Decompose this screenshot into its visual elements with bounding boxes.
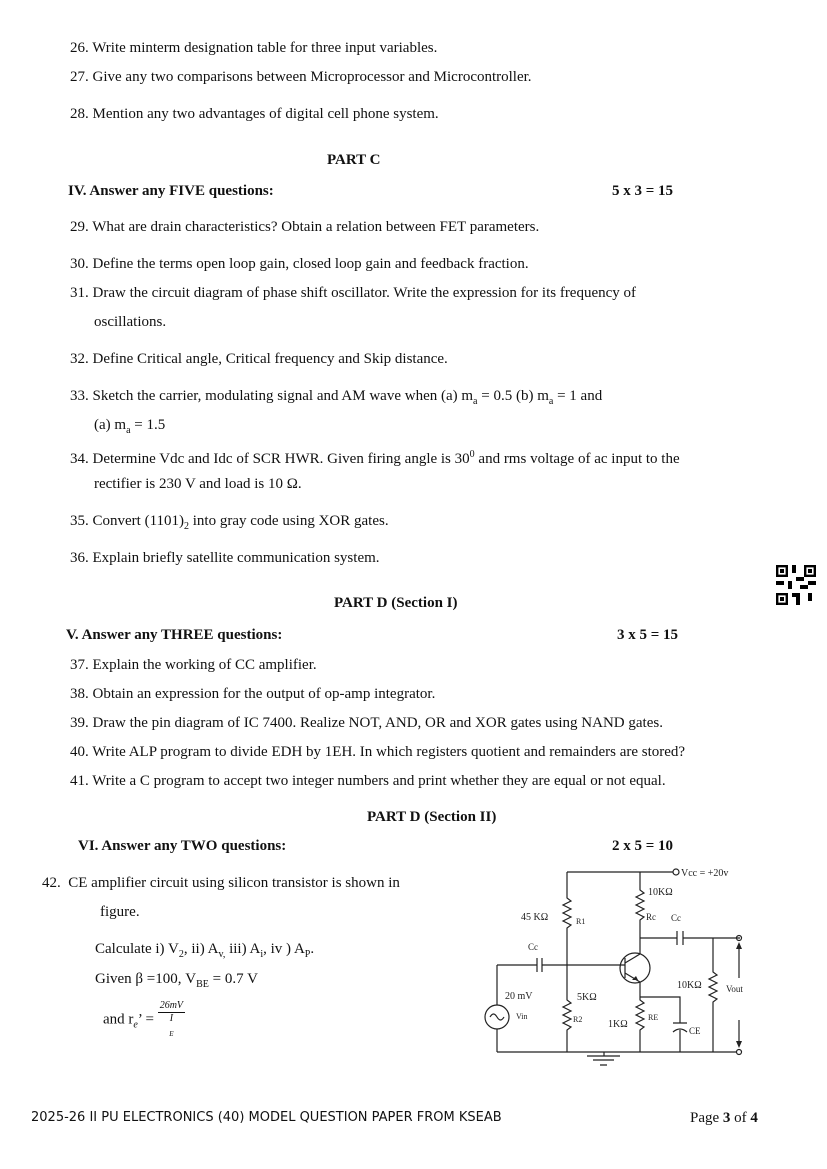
part-d2-marks: 2 x 5 = 10	[612, 838, 674, 854]
rc-value-label: 10KΩ	[648, 887, 673, 898]
question-26	[70, 39, 437, 57]
question-34	[70, 446, 680, 468]
question-40: 40. Write ALP program to divide EDH by 1EH. In which registers quotient and remainders are stored?	[70, 744, 686, 760]
q-num: 28.	[70, 106, 89, 122]
vin-value-label: 20 mV	[505, 991, 533, 1002]
r2-label: R2	[573, 1015, 583, 1024]
q-text: Give any two comparisons between Microprocessor and Microcontroller.	[92, 69, 532, 85]
question-33-cont	[94, 416, 165, 440]
question-42-cont: figure.	[100, 904, 140, 920]
r1-label: R1	[576, 917, 586, 926]
page-number	[690, 1110, 758, 1127]
sub: i	[260, 949, 264, 960]
t: , ii) A	[183, 941, 219, 957]
question-31-cont: oscillations.	[94, 314, 167, 330]
question-30: 30. Define the terms open loop gain, closed loop gain and feedback fraction.	[70, 256, 529, 272]
superscript: 0	[469, 449, 475, 460]
q-num: 27.	[70, 69, 89, 85]
re-label: RE	[648, 1013, 659, 1022]
question-42-given	[95, 970, 258, 994]
t: Given β =100, V	[95, 971, 197, 987]
t: , iv ) A	[263, 941, 305, 957]
part-d1-marks: 3 x 5 = 15	[617, 627, 679, 643]
question-35	[70, 512, 389, 536]
r1-value-label: 45 KΩ	[521, 912, 549, 923]
subscript: a	[548, 396, 554, 407]
t: iii) A	[225, 941, 261, 957]
q-text: (a) m	[94, 417, 127, 433]
part-d2-instruction: VI. Answer any TWO questions:	[78, 838, 287, 854]
subscript: a	[126, 425, 131, 436]
current-page: 3	[722, 1110, 731, 1126]
q-text: 33. Sketch the carrier, modulating signal and AM wave when (a) m	[70, 388, 474, 404]
question-41: 41. Write a C program to accept two integer numbers and print whether they are equal or not equal.	[70, 773, 666, 789]
t: ’ =	[137, 1011, 158, 1028]
total-pages: 4	[750, 1110, 758, 1126]
q-text: = 0.5 (b) m	[477, 388, 549, 404]
sub: E	[169, 1030, 174, 1038]
footer-title: 2025-26 II PU ELECTRONICS (40) MODEL QUESTION PAPER FROM KSEAB	[31, 1110, 502, 1125]
re-resistor	[636, 982, 644, 1052]
load-resistor	[709, 938, 717, 1052]
cc-out-label: Cc	[671, 913, 681, 923]
den: I	[169, 1013, 174, 1024]
question-32: 32. Define Critical angle, Critical frequency and Skip distance.	[70, 351, 448, 367]
part-c-title: PART C	[327, 152, 381, 168]
rc-resistor	[636, 872, 644, 954]
question-31: 31. Draw the circuit diagram of phase shift oscillator. Write the expression for its frequency of	[70, 285, 637, 301]
t: = 0.7 V	[208, 971, 258, 987]
subscript: a	[473, 396, 478, 407]
vout-label: Vout	[726, 984, 743, 994]
t: of	[730, 1110, 751, 1126]
q-text: into gray code using XOR gates.	[189, 513, 389, 529]
t: Page	[690, 1110, 723, 1126]
q-num: 42.	[42, 875, 61, 891]
part-c-marks: 5 x 3 = 15	[612, 183, 674, 199]
t: .	[310, 941, 315, 957]
sub: e	[133, 1019, 138, 1031]
q-text: and rms voltage of ac input to the	[474, 451, 680, 467]
fraction	[158, 1000, 185, 1040]
q-text: 34. Determine Vdc and Idc of SCR HWR. Given firing angle is 30	[70, 451, 470, 467]
question-34-cont: rectifier is 230 V and load is 10 Ω.	[94, 476, 302, 492]
denominator	[158, 1013, 185, 1040]
r2-value-label: 5KΩ	[577, 992, 597, 1003]
q-text: = 1.5	[130, 417, 166, 433]
part-c-instruction: IV. Answer any FIVE questions:	[68, 183, 274, 199]
t: Calculate i) V	[95, 941, 179, 957]
vin-label: Vin	[516, 1012, 528, 1021]
sub: 2	[178, 949, 184, 960]
question-39: 39. Draw the pin diagram of IC 7400. Realize NOT, AND, OR and XOR gates using NAND gates.	[70, 715, 663, 731]
q-text: = 1 and	[553, 388, 603, 404]
rl-value-label: 10KΩ	[677, 980, 702, 991]
sub: P	[304, 949, 311, 960]
question-28	[70, 105, 439, 123]
q-text: CE amplifier circuit using silicon transistor is shown in	[68, 875, 400, 891]
re-value-label: 1KΩ	[608, 1019, 628, 1030]
question-29: 29. What are drain characteristics? Obtain a relation between FET parameters.	[70, 219, 540, 235]
part-d1-title: PART D (Section I)	[334, 595, 458, 611]
question-36: 36. Explain briefly satellite communication system.	[70, 550, 380, 566]
numerator: 26mV	[159, 1000, 184, 1011]
question-42-formula	[103, 1000, 185, 1040]
rc-label: Rc	[646, 912, 656, 922]
question-33	[70, 387, 602, 411]
vcc-label: Vcc = +20v	[681, 868, 729, 879]
question-42-calculate	[95, 940, 314, 964]
question-38: 38. Obtain an expression for the output of op-amp integrator.	[70, 686, 436, 702]
q-text: 35. Convert (1101)	[70, 513, 185, 529]
q-text: Mention any two advantages of digital cell phone system.	[92, 106, 439, 122]
q-num: 26.	[70, 40, 89, 56]
r1-resistor	[563, 872, 571, 1052]
qr-code-icon	[776, 565, 816, 605]
sub: BE	[196, 979, 209, 990]
part-d2-title: PART D (Section II)	[367, 809, 497, 825]
sub: v,	[218, 949, 226, 960]
ce-label: CE	[689, 1026, 701, 1036]
subscript: 2	[184, 521, 190, 532]
question-42	[42, 874, 400, 892]
ce-amplifier-circuit-diagram	[480, 860, 780, 1070]
part-d1-instruction: V. Answer any THREE questions:	[66, 627, 283, 643]
question-37: 37. Explain the working of CC amplifier.	[70, 657, 317, 673]
t: and r	[103, 1011, 134, 1028]
cc-in-label: Cc	[528, 942, 538, 952]
question-27	[70, 68, 532, 86]
q-text: Write minterm designation table for three input variables.	[92, 40, 438, 56]
